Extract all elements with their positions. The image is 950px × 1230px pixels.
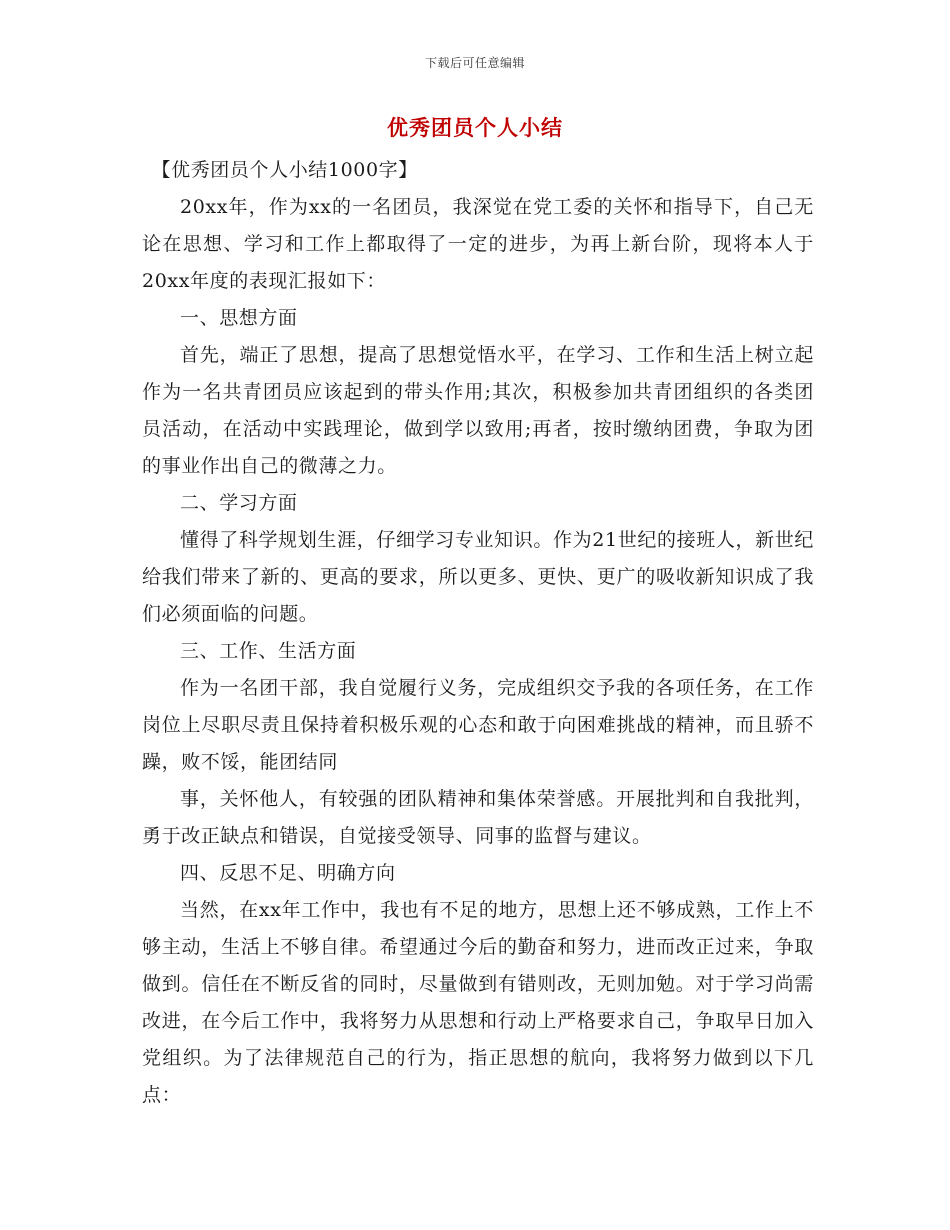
header-note: 下载后可任意编辑 bbox=[424, 56, 525, 70]
intro-paragraph: 20xx年，作为xx的一名团员，我深觉在党工委的关怀和指导下，自己无论在思想、学习和工作上都取得了一定的进步，为再上新台阶，现将本人于20xx年度的表现汇报如下： bbox=[142, 196, 814, 292]
section-heading-work-life: 三、工作、生活方面 bbox=[180, 640, 357, 662]
section-heading-reflection: 四、反思不足、明确方向 bbox=[180, 862, 396, 884]
document-subtitle: 【优秀团员个人小结1000字】 bbox=[151, 159, 418, 181]
paragraph-work-life-2: 事，关怀他人，有较强的团队精神和集体荣誉感。开展批判和自我批判，勇于改正缺点和错误，自觉接受领导、同事的监督与建议。 bbox=[142, 788, 814, 847]
paragraph-thought: 首先，端正了思想，提高了思想觉悟水平，在学习、工作和生活上树立起作为一名共青团员应该起到的带头作用;其次，积极参加共青团组织的各类团员活动，在活动中实践理论，做到学以致用;再者，按时缴纳团费，争取为团的事业作出自己的微薄之力。 bbox=[142, 344, 814, 477]
paragraph-study: 懂得了科学规划生涯，仔细学习专业知识。作为21世纪的接班人，新世纪给我们带来了新的、更高的要求，所以更多、更快、更广的吸收新知识成了我们必须面临的问题。 bbox=[142, 529, 814, 625]
document-body bbox=[142, 152, 814, 1114]
section-heading-thought: 一、思想方面 bbox=[180, 307, 298, 329]
section-heading-study: 二、学习方面 bbox=[180, 492, 298, 514]
paragraph-work-life-1: 作为一名团干部，我自觉履行义务，完成组织交予我的各项任务，在工作岗位上尽职尽责且保持着积极乐观的心态和敢于向困难挑战的精神，而且骄不躁，败不馁，能团结同 bbox=[142, 677, 814, 773]
document-title: 优秀团员个人小结 bbox=[387, 115, 563, 140]
paragraph-reflection: 当然，在xx年工作中，我也有不足的地方，思想上还不够成熟，工作上不够主动，生活上不够自律。希望通过今后的勤奋和努力，进而改正过来，争取做到。信任在不断反省的同时，尽量做到有错则改，无则加勉。对于学习尚需改进，在今后工作中，我将努力从思想和行动上严格要求自己，争取早日加入党组织。为了法律规范自己的行为，指正思想的航向，我将努力做到以下几点： bbox=[142, 899, 814, 1106]
